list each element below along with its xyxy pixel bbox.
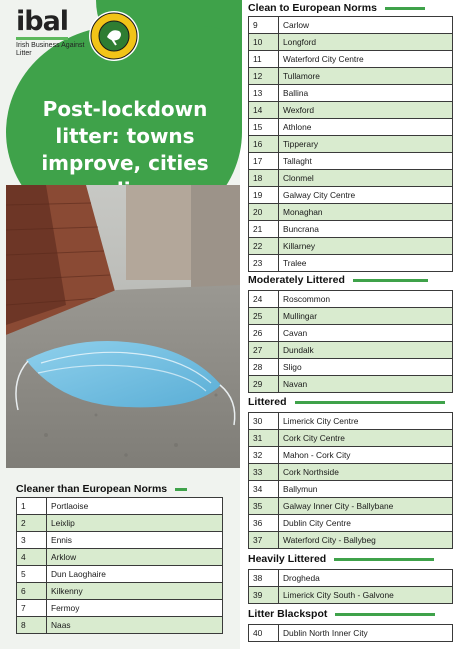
section-heading-text: Moderately Littered (248, 274, 345, 286)
location-cell: Cork Northside (279, 464, 453, 481)
location-cell: Dublin City Centre (279, 515, 453, 532)
table-row (249, 515, 453, 532)
table-row (249, 255, 453, 272)
table-row (249, 17, 453, 34)
rank-cell: 21 (249, 221, 279, 238)
logo-word: ibal (16, 6, 69, 37)
table-row (249, 187, 453, 204)
table-row (249, 51, 453, 68)
rank-cell: 2 (17, 515, 47, 532)
rank-cell: 11 (249, 51, 279, 68)
location-cell: Buncrana (279, 221, 453, 238)
rank-cell: 20 (249, 204, 279, 221)
location-cell: Limerick City South - Galvone (279, 587, 453, 604)
location-cell: Naas (47, 617, 223, 634)
rank-cell: 26 (249, 325, 279, 342)
rank-cell: 23 (249, 255, 279, 272)
section-heading-text: Littered (248, 396, 287, 408)
table-row (249, 34, 453, 51)
section-heading-littered (248, 396, 445, 408)
rank-cell: 37 (249, 532, 279, 549)
section-heading-cleaner (16, 483, 187, 495)
table-row (249, 625, 453, 642)
location-cell: Tipperary (279, 136, 453, 153)
green-dash (295, 401, 445, 404)
section-heading-clean (248, 2, 425, 14)
location-cell: Tralee (279, 255, 453, 272)
table-row (249, 430, 453, 447)
location-cell: Dundalk (279, 342, 453, 359)
rank-cell: 32 (249, 447, 279, 464)
rank-cell: 29 (249, 376, 279, 393)
location-cell: Carlow (279, 17, 453, 34)
location-cell: Galway City Centre (279, 187, 453, 204)
location-cell: Portlaoise (47, 498, 223, 515)
table-row (249, 359, 453, 376)
table-row (249, 85, 453, 102)
rank-cell: 30 (249, 413, 279, 430)
green-dash (175, 488, 187, 491)
table-row (249, 498, 453, 515)
location-cell: Navan (279, 376, 453, 393)
rank-cell: 7 (17, 600, 47, 617)
table-row (249, 291, 453, 308)
section-heading-text: Litter Blackspot (248, 608, 328, 620)
table-row (249, 68, 453, 85)
table-row (249, 342, 453, 359)
rank-cell: 6 (17, 583, 47, 600)
table-row (249, 119, 453, 136)
ranking-table-moderate (248, 290, 453, 393)
green-dash (334, 558, 434, 561)
table-row (17, 549, 223, 566)
section-heading-moderate (248, 274, 428, 286)
green-dash (335, 613, 435, 616)
page-title: Post-lockdown litter: towns improve, cities (41, 97, 209, 175)
ranking-table-blackspot (248, 624, 453, 642)
ranking-table-littered (248, 412, 453, 549)
rank-cell: 13 (249, 85, 279, 102)
location-cell: Mahon - Cork City (279, 447, 453, 464)
location-cell: Cavan (279, 325, 453, 342)
rank-cell: 33 (249, 464, 279, 481)
table-row (249, 170, 453, 187)
table-row (249, 481, 453, 498)
ranking-table-clean (248, 16, 453, 272)
table-row (249, 238, 453, 255)
rank-cell: 40 (249, 625, 279, 642)
table-row (17, 566, 223, 583)
table-row (249, 102, 453, 119)
rank-cell: 36 (249, 515, 279, 532)
location-cell: Cork City Centre (279, 430, 453, 447)
table-row (17, 583, 223, 600)
location-cell: Ballina (279, 85, 453, 102)
rank-cell: 28 (249, 359, 279, 376)
rank-cell: 4 (17, 549, 47, 566)
location-cell: Leixlip (47, 515, 223, 532)
logo-tagline: Irish Business Against Litter (16, 42, 85, 57)
table-row (249, 325, 453, 342)
rank-cell: 9 (249, 17, 279, 34)
rank-cell: 14 (249, 102, 279, 119)
location-cell: Athlone (279, 119, 453, 136)
rank-cell: 16 (249, 136, 279, 153)
table-row (17, 617, 223, 634)
rank-cell: 19 (249, 187, 279, 204)
rank-cell: 39 (249, 587, 279, 604)
location-cell: Ennis (47, 532, 223, 549)
location-cell: Mullingar (279, 308, 453, 325)
rank-cell: 31 (249, 430, 279, 447)
table-row (17, 498, 223, 515)
table-row (249, 413, 453, 430)
location-cell: Sligo (279, 359, 453, 376)
table-row (17, 515, 223, 532)
location-cell: Wexford (279, 102, 453, 119)
location-cell: Galway Inner City - Ballybane (279, 498, 453, 515)
location-cell: Roscommon (279, 291, 453, 308)
rank-cell: 10 (249, 34, 279, 51)
ibal-logo (16, 8, 88, 58)
rank-cell: 5 (17, 566, 47, 583)
location-cell: Ballymun (279, 481, 453, 498)
rank-cell: 25 (249, 308, 279, 325)
table-row (249, 221, 453, 238)
rank-cell: 3 (17, 532, 47, 549)
location-cell: Longford (279, 34, 453, 51)
discarded-mask-photo (6, 185, 240, 468)
rank-cell: 34 (249, 481, 279, 498)
location-cell: Arklow (47, 549, 223, 566)
section-heading-heavy (248, 553, 434, 565)
table-row (249, 447, 453, 464)
table-row (249, 376, 453, 393)
rank-cell: 24 (249, 291, 279, 308)
rank-cell: 12 (249, 68, 279, 85)
section-heading-text: Heavily Littered (248, 553, 327, 565)
table-row (249, 532, 453, 549)
location-cell: Dublin North Inner City (279, 625, 453, 642)
table-row (17, 600, 223, 617)
table-row (249, 587, 453, 604)
table-row (249, 204, 453, 221)
rank-cell: 22 (249, 238, 279, 255)
table-row (249, 136, 453, 153)
location-cell: Fermoy (47, 600, 223, 617)
rank-cell: 8 (17, 617, 47, 634)
rank-cell: 18 (249, 170, 279, 187)
rank-cell: 1 (17, 498, 47, 515)
section-heading-blackspot (248, 608, 435, 620)
table-row (17, 532, 223, 549)
green-dash (385, 7, 425, 10)
location-cell: Drogheda (279, 570, 453, 587)
green-dash (353, 279, 428, 282)
location-cell: Tallaght (279, 153, 453, 170)
location-cell: Killarney (279, 238, 453, 255)
logo-underline (16, 37, 68, 40)
rank-cell: 17 (249, 153, 279, 170)
location-cell: Dun Laoghaire (47, 566, 223, 583)
location-cell: Waterford City - Ballybeg (279, 532, 453, 549)
rank-cell: 27 (249, 342, 279, 359)
location-cell: Tullamore (279, 68, 453, 85)
table-row (249, 153, 453, 170)
location-cell: Limerick City Centre (279, 413, 453, 430)
table-row (249, 308, 453, 325)
ranking-table-cleaner (16, 497, 223, 634)
rank-cell: 15 (249, 119, 279, 136)
anti-litter-league-seal (88, 10, 140, 62)
rank-cell: 35 (249, 498, 279, 515)
table-row (249, 464, 453, 481)
location-cell: Clonmel (279, 170, 453, 187)
location-cell: Monaghan (279, 204, 453, 221)
ranking-table-heavy (248, 569, 453, 604)
table-row (249, 570, 453, 587)
section-heading-text: Clean to European Norms (248, 2, 377, 14)
location-cell: Waterford City Centre (279, 51, 453, 68)
section-heading-text: Cleaner than European Norms (16, 483, 168, 495)
rank-cell: 38 (249, 570, 279, 587)
location-cell: Kilkenny (47, 583, 223, 600)
